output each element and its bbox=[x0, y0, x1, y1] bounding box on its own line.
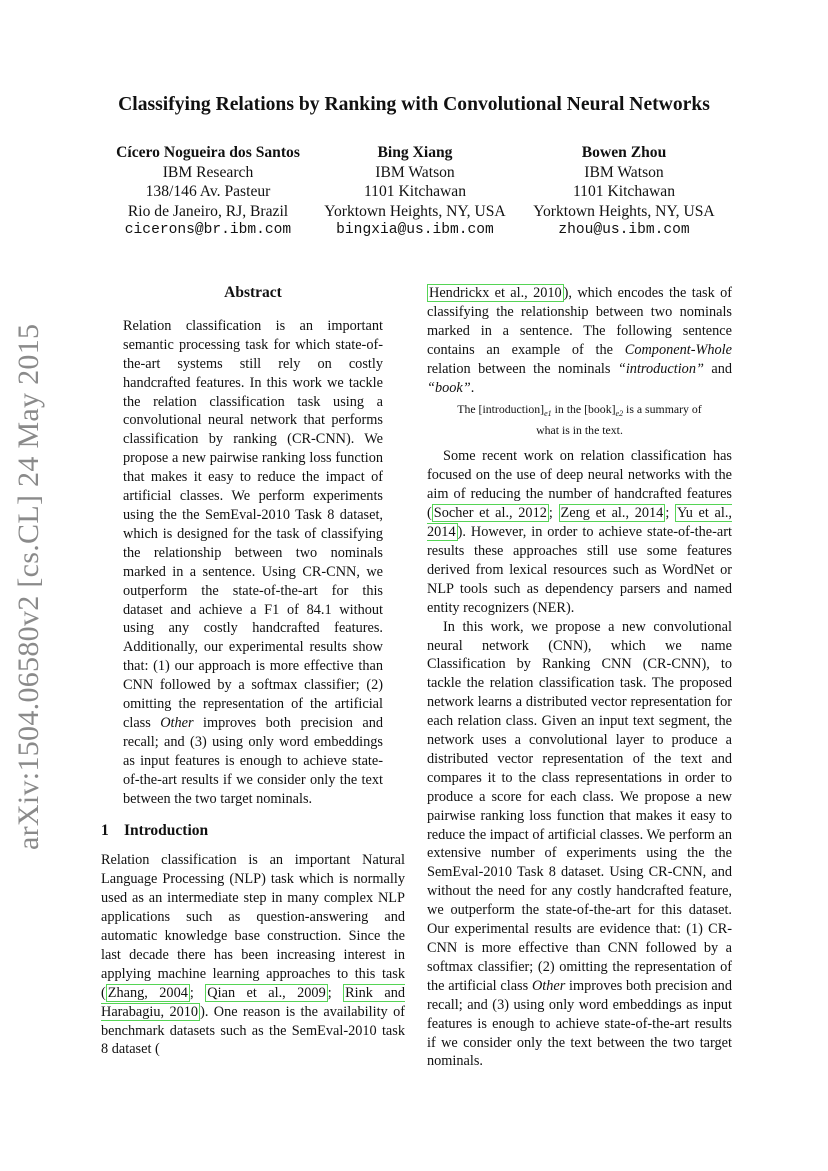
other-class: Other bbox=[531, 977, 566, 994]
intro-paragraph-2 bbox=[427, 447, 732, 617]
author-santos bbox=[97, 143, 319, 241]
citation-link[interactable]: Rink and Harabagiu, 2010 bbox=[101, 984, 406, 1020]
example-sentence bbox=[457, 401, 702, 438]
citation-link[interactable]: Zhang, 2004 bbox=[107, 984, 188, 1001]
paragraph-text: ). One reason is the availability of benchmark datasets such as the SemEval-2010 task 8 dataset ( bbox=[101, 1003, 405, 1058]
citation-separator: ; bbox=[189, 984, 206, 1001]
abstract-text-end: improves both precision and recall; and (3) using only word embeddings as input features is enough to achieve state-of-the-art results if we consider only the text between the two target nominals. bbox=[123, 714, 383, 807]
citation-separator: ; bbox=[327, 984, 344, 1001]
relation-name: Component-Whole bbox=[624, 341, 732, 358]
example-text: is a summary of what is in the text. bbox=[536, 402, 702, 438]
paragraph-text: improves both precision and recall; and (3) using only word embeddings as input features is enough to achieve state-of-the-art results if we consider only the text between the two target nominals. bbox=[427, 977, 732, 1070]
citation-link[interactable]: Socher et al., 2012 bbox=[433, 505, 547, 522]
intro-paragraph-3 bbox=[427, 618, 732, 1072]
left-column bbox=[101, 284, 405, 1059]
citation-link[interactable]: Yu et al., 2014 bbox=[427, 505, 732, 541]
paragraph-text: ), which encodes the task of classifying the relationship between two nominals marked in a sentence. The following sentence contains an example of the bbox=[427, 285, 732, 358]
intro-heading bbox=[101, 822, 405, 841]
author-affiliation: IBM Watson bbox=[375, 163, 455, 181]
abstract-heading: Abstract bbox=[224, 284, 282, 301]
author-address-line: 1101 Kitchawan bbox=[363, 183, 467, 201]
citation-separator: ; bbox=[665, 505, 675, 522]
citation-link[interactable]: Qian et al., 2009 bbox=[207, 984, 326, 1001]
author-name: Bowen Zhou bbox=[581, 144, 667, 161]
author-email: cicerons@br.ibm.com bbox=[124, 222, 292, 239]
entity-subscript: e1 bbox=[544, 409, 552, 419]
author-address-line: 1101 Kitchawan bbox=[572, 183, 676, 201]
author-address-line: Rio de Janeiro, RJ, Brazil bbox=[127, 202, 289, 220]
abstract-text: Relation classification is an important semantic processing task for which state-of-the-art systems still rely on costly handcrafted features. In this work we tackle the relation classification task using a convolutional neural network that performs classification by ranking (CR-CNN). We propose a new pairwise ranking loss function that makes it easy to reduce the impact of artificial classes. We perform experiments using the the SemEval-2010 Task 8 dataset, which is designed for the task of classifying the relationship between two nominals marked in a sentence. Using CR-CNN, we outperform the state-of-the-art for this dataset and achieve a F1 of 84.1 without using any costly handcrafted features. Additionally, our experimental results show that: (1) our approach is more effective than CNN followed by a softmax classifier; (2) omitting the representation of the artificial class bbox=[123, 317, 383, 731]
author-address-line: 138/146 Av. Pasteur bbox=[145, 183, 271, 201]
citation-link[interactable]: Zeng et al., 2014 bbox=[560, 505, 664, 522]
intro-paragraph-1 bbox=[101, 851, 405, 1059]
author-address-line: Yorktown Heights, NY, USA bbox=[324, 202, 506, 220]
paragraph-text: In this work, we propose a new convolutional neural network (CNN), which we name Classification by Ranking CNN (CR-CNN), to tackle the relation classification task. The proposed network learns a distributed vector representation for each relation class. Given an input text segment, the network uses a convolutional layer to produce a distributed vector representation of the text and compares it to the class representations in order to produce a score for each class. We propose a new pairwise ranking loss function that makes it easy to reduce the impact of artificial classes. We perform an extensive number of experiments using the the SemEval-2010 Task 8 dataset. Using CR-CNN, and without the need for any costly handcrafted feature, we outperform the state-of-the-art for this dataset. Our experimental results are evidence that: (1) CR-CNN is more effective than CNN followed by a softmax classifier; (2) omitting the representation of the artificial class bbox=[427, 618, 732, 994]
intro-paragraph-1-continued bbox=[427, 284, 732, 397]
example-text: in the [book] bbox=[551, 402, 616, 417]
abstract-body bbox=[123, 317, 383, 809]
entity-subscript: e2 bbox=[615, 409, 624, 419]
paragraph-text: Some recent work on relation classification has focused on the use of deep neural networks with the aim of reducing the number of handcrafted features ( bbox=[427, 448, 732, 522]
paragraph-text: . bbox=[470, 379, 475, 396]
section-title: Introduction bbox=[124, 822, 209, 840]
paragraph-text: Relation classification is an important Natural Language Processing (NLP) task which is normally used as an intermediate step in many complex NLP applications such as question-answering and automatic knowledge base construction. Since the last decade there has been increasing interest in applying machine learning approaches to this task ( bbox=[101, 852, 405, 1001]
author-xiang bbox=[314, 143, 516, 241]
paragraph-text: ). However, in order to achieve state-of-the-art results these approaches still use some features derived from lexical resources such as WordNet or NLP tools such as dependency parsers and named entity recognizers (NER). bbox=[427, 524, 732, 616]
abstract-other-class: Other bbox=[160, 714, 194, 731]
arxiv-identifier: arXiv:1504.06580v2 [cs.CL] 24 May 2015 bbox=[12, 323, 45, 850]
paragraph-text: relation between the nominals bbox=[427, 360, 618, 377]
section-number: 1 bbox=[101, 822, 109, 840]
right-column bbox=[427, 284, 732, 1071]
citation-separator: ; bbox=[548, 505, 559, 522]
author-affiliation: IBM Research bbox=[162, 163, 254, 181]
author-name: Cícero Nogueira dos Santos bbox=[116, 144, 300, 161]
author-email: bingxia@us.ibm.com bbox=[336, 222, 494, 239]
author-email: zhou@us.ibm.com bbox=[558, 222, 690, 239]
author-name: Bing Xiang bbox=[377, 144, 453, 161]
nominal-quote: “book” bbox=[427, 379, 471, 396]
paragraph-text: and bbox=[703, 360, 733, 377]
author-address-line: Yorktown Heights, NY, USA bbox=[533, 202, 715, 220]
author-zhou bbox=[520, 143, 728, 241]
citation-link[interactable]: Hendrickx et al., 2010 bbox=[429, 285, 562, 301]
example-text: The [introduction] bbox=[457, 402, 545, 417]
paper-title: Classifying Relations by Ranking with Convolutional Neural Networks bbox=[118, 94, 710, 115]
author-affiliation: IBM Watson bbox=[584, 163, 664, 181]
nominal-quote: “introduction” bbox=[617, 360, 704, 377]
